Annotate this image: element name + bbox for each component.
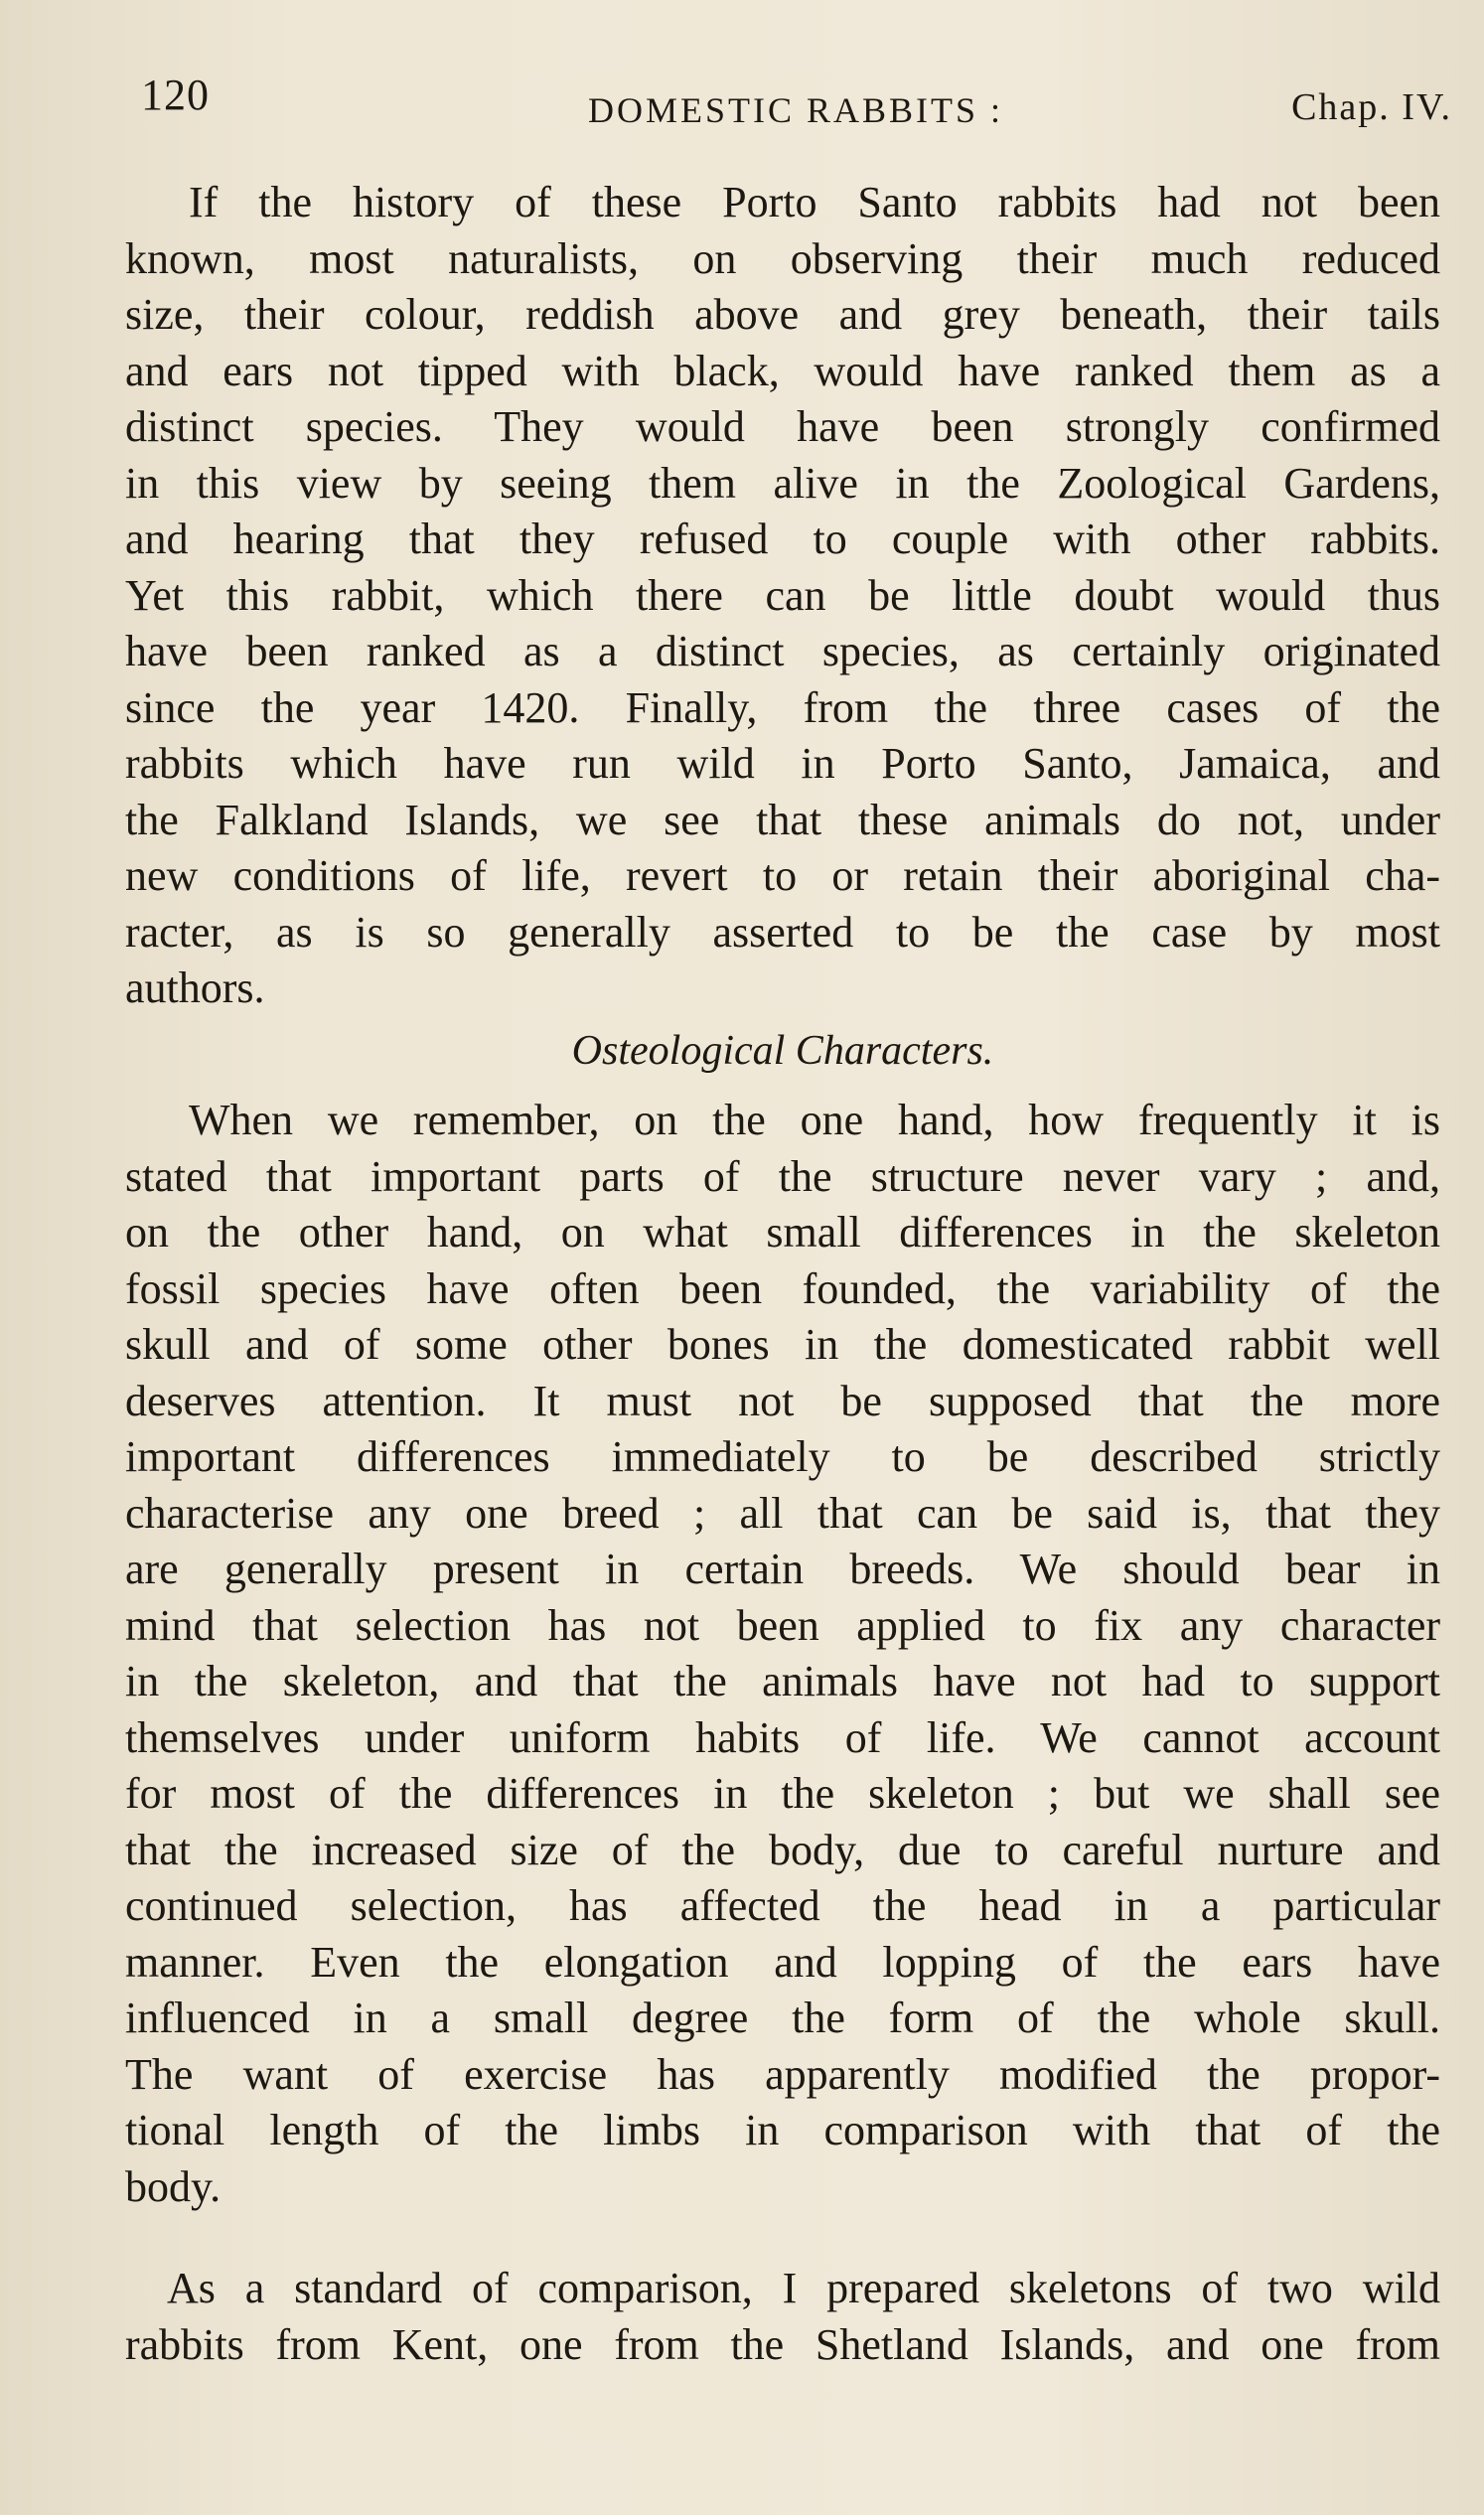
paragraph-gap — [125, 2215, 1440, 2261]
text-line: As a standard of comparison, I prepared skeletons of two wild — [167, 2264, 1440, 2312]
text-line: manner. Even the elongation and lopping of the ears have — [125, 1937, 1440, 1987]
text-line: distinct species. They would have been strongly confirmed — [125, 402, 1440, 451]
text-line: body. — [125, 2161, 222, 2211]
section-heading: Osteological Characters. — [571, 1027, 994, 1074]
text-line: If the history of these Porto Santo rabbits had not been — [189, 178, 1440, 226]
chapter-reference: Chap. IV. — [1291, 86, 1452, 128]
running-head: DOMESTIC RABBITS : — [588, 90, 1004, 130]
page-body — [125, 175, 1440, 2373]
text-line: on the other hand, on what small differences in the skeleton — [125, 1208, 1440, 1257]
text-line: that the increased size of the body, due to careful nurture and — [125, 1825, 1440, 1874]
paragraph-2 — [125, 1093, 1440, 2215]
text-line: characterise any one breed ; all that can be said is, that they — [125, 1488, 1440, 1538]
text-line: are generally present in certain breeds. We should bear in — [125, 1545, 1440, 1593]
text-line: size, their colour, reddish above and grey beneath, their tails — [125, 290, 1440, 339]
page-number: 120 — [141, 71, 210, 119]
text-line: important differences immediately to be described strictly — [125, 1432, 1440, 1481]
text-line: the Falkland Islands, we see that these animals do not, under — [125, 795, 1440, 844]
paragraph-3 — [125, 2261, 1440, 2373]
text-line: rabbits from Kent, one from the Shetland Islands, and one from — [125, 2319, 1440, 2369]
text-line: and hearing that they refused to couple with other rabbits. — [125, 515, 1440, 563]
text-line: known, most naturalists, on observing their much reduced — [125, 233, 1440, 283]
text-line: tional length of the limbs in comparison with that of the — [125, 2106, 1440, 2154]
text-line: influenced in a small degree the form of the whole skull. — [125, 1994, 1440, 2042]
text-line: Yet this rabbit, which there can be little doubt would thus — [125, 570, 1440, 620]
text-line: authors. — [125, 963, 265, 1012]
text-line: skull and of some other bones in the domesticated rabbit well — [125, 1320, 1440, 1369]
text-line: and ears not tipped with black, would have ranked them as a — [125, 346, 1440, 395]
text-line: continued selection, has affected the head in a particular — [125, 1881, 1440, 1930]
text-line: themselves under uniform habits of life. We cannot account — [125, 1712, 1440, 1762]
text-line: new conditions of life, revert to or retain their aboriginal cha- — [125, 851, 1440, 900]
text-line: have been ranked as a distinct species, as certainly originated — [125, 627, 1440, 675]
text-line: The want of exercise has apparently modified the propor- — [125, 2049, 1440, 2099]
text-line: racter, as is so generally asserted to be the case by most — [125, 907, 1440, 957]
text-line: in the skeleton, and that the animals have not had to support — [125, 1657, 1440, 1705]
text-line: deserves attention. It must not be supposed that the more — [125, 1376, 1440, 1425]
text-line: for most of the differences in the skeleton ; but we shall see — [125, 1769, 1440, 1818]
paragraph-1 — [125, 175, 1440, 1017]
text-line: rabbits which have run wild in Porto Santo, Jamaica, and — [125, 739, 1440, 788]
text-line: fossil species have often been founded, the variability of the — [125, 1263, 1440, 1313]
text-line: stated that important parts of the structure never vary ; and, — [125, 1151, 1440, 1201]
text-line: since the year 1420. Finally, from the three cases of the — [125, 682, 1440, 732]
text-line: in this view by seeing them alive in the Zoological Gardens, — [125, 458, 1440, 508]
text-line: mind that selection has not been applied to fix any character — [125, 1600, 1440, 1650]
text-line: When we remember, on the one hand, how frequently it is — [189, 1096, 1440, 1144]
page-header — [141, 70, 1452, 139]
